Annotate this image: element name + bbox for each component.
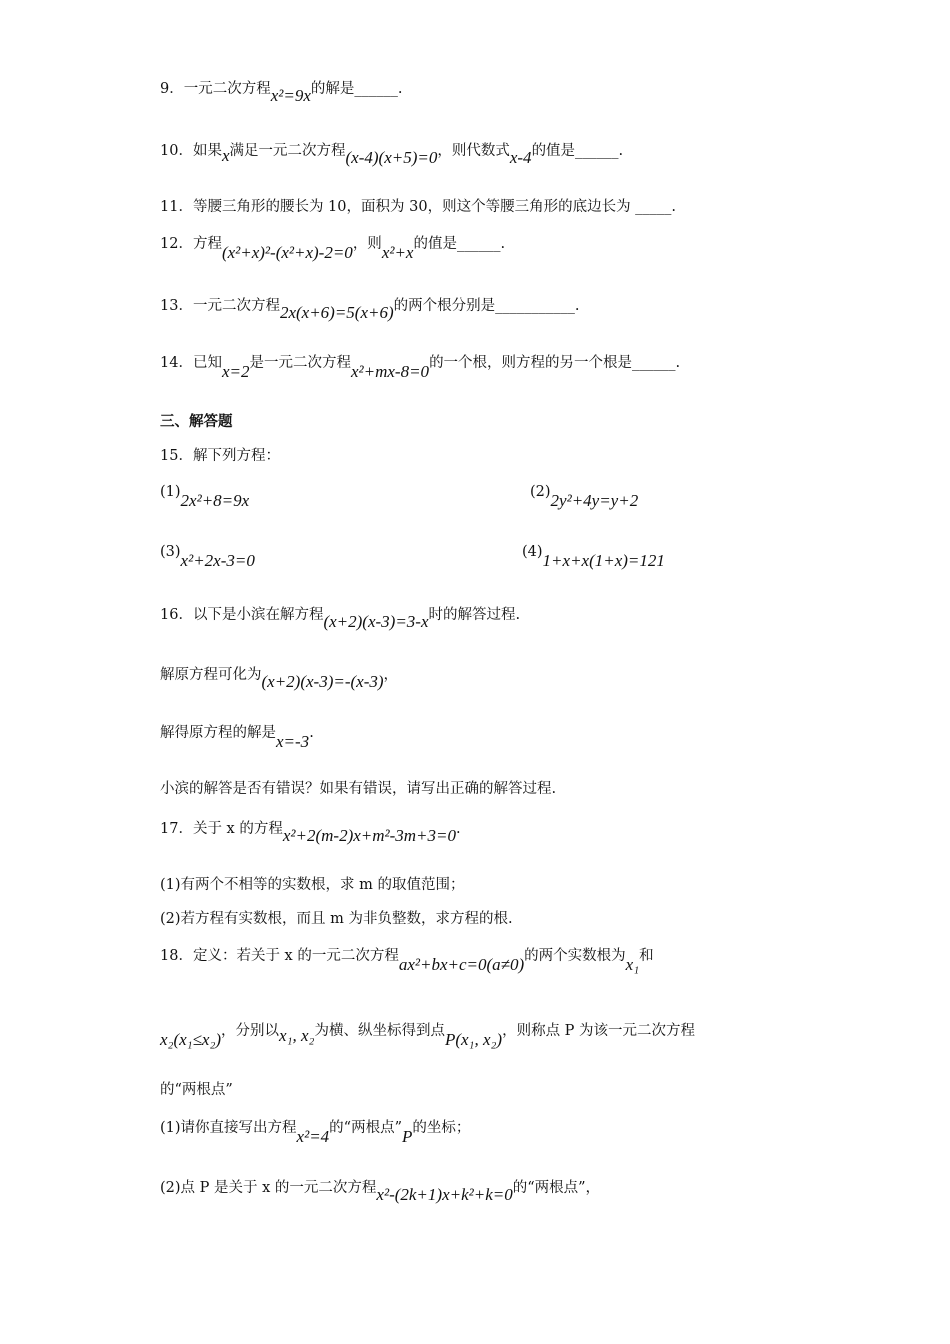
equation: x²=9x xyxy=(270,86,311,105)
question-9 xyxy=(160,78,403,105)
expression: x₁, x₂ xyxy=(279,1026,315,1045)
part-label: (3) xyxy=(160,544,181,560)
part-label: (4) xyxy=(522,544,543,560)
q15-part-2 xyxy=(530,484,639,510)
equation: x=2 xyxy=(221,362,250,381)
q18-part-1 xyxy=(160,1117,471,1146)
part-label: (1) xyxy=(160,484,181,500)
question-text: 和 xyxy=(639,948,654,964)
question-text: . xyxy=(456,821,461,837)
question-text: 的一个根，则方程的另一个根是______. xyxy=(429,355,681,371)
part-label: (2) xyxy=(530,484,551,500)
q16-step-1 xyxy=(160,664,399,691)
section-title: 三、解答题 xyxy=(160,413,233,430)
question-text: 的值是______. xyxy=(531,143,624,159)
question-text: ， xyxy=(383,667,399,683)
q15-part-3 xyxy=(160,544,255,570)
equation: 1+x+x(1+x)=121 xyxy=(542,551,665,570)
equation: x²-(2k+1)x+k²+k=0 xyxy=(376,1185,513,1204)
equation: x²+mx-8=0 xyxy=(350,362,430,381)
question-text: 的解是______. xyxy=(310,81,403,97)
q16-ask: 小滨的解答是否有错误？如果有错误，请写出正确的解答过程. xyxy=(160,781,557,797)
question-text: 11．等腰三角形的腰长为 10，面积为 30，则这个等腰三角形的底边长为 _____. xyxy=(160,199,677,215)
variable: P xyxy=(402,1127,413,1146)
question-text: 10．如果 xyxy=(160,143,222,159)
question-text: 的两个实数根为 xyxy=(524,948,626,964)
q18-line-3: 的“两根点” xyxy=(160,1082,233,1098)
question-text: 9．一元二次方程 xyxy=(160,81,271,97)
expression: x²+x xyxy=(381,243,414,262)
q16-step-2 xyxy=(160,722,314,751)
equation: x²+2x-3=0 xyxy=(180,551,255,570)
q17-part-2: (2)若方程有实数根，而且 m 为非负整数，求方程的根. xyxy=(160,911,513,927)
equation: ax²+bx+c=0(a≠0) xyxy=(398,955,525,974)
question-text: 18．定义：若关于 x 的一元二次方程 xyxy=(160,948,399,964)
equation: (x+2)(x-3)=-(x-3) xyxy=(261,672,384,691)
question-text: ，则称点 P 为该一元二次方程 xyxy=(502,1023,696,1039)
question-text: 满足一元二次方程 xyxy=(229,143,346,159)
variable: x₁ xyxy=(625,955,640,974)
equation: x²=4 xyxy=(296,1127,330,1146)
equation: (x-4)(x+5)=0 xyxy=(345,148,438,167)
question-10 xyxy=(160,140,624,167)
question-text: ，分别以 xyxy=(221,1023,280,1039)
q18-line-2 xyxy=(160,1020,696,1049)
question-13 xyxy=(160,295,580,322)
question-text: . xyxy=(309,725,314,741)
question-text: 12．方程 xyxy=(160,236,222,252)
question-text: 16．以下是小滨在解方程 xyxy=(160,607,324,623)
equation: (x+2)(x-3)=3-x xyxy=(323,612,429,631)
q15-part-4 xyxy=(522,544,665,570)
question-text: 的两个根分别是___________. xyxy=(393,298,580,314)
equation: (x²+x)²-(x²+x)-2=0 xyxy=(221,243,353,262)
question-text: 13．一元二次方程 xyxy=(160,298,280,314)
q15-part-1 xyxy=(160,484,250,510)
question-11 xyxy=(160,197,676,217)
question-text: 17．关于 x 的方程 xyxy=(160,821,283,837)
question-text: 的“两根点” xyxy=(329,1120,402,1136)
q17-part-1: (1)有两个不相等的实数根，求 m 的取值范围； xyxy=(160,877,465,893)
equation: x²+2(m-2)x+m²-3m+3=0 xyxy=(282,826,457,845)
expression: P(x₁, x₂) xyxy=(444,1030,503,1049)
question-text: ，则代数式 xyxy=(437,143,510,159)
question-text: 为横、纵坐标得到点 xyxy=(314,1023,445,1039)
question-text: 解得原方程的解是 xyxy=(160,725,276,741)
equation: 2y²+4y=y+2 xyxy=(550,491,639,510)
question-18-stem xyxy=(160,945,654,974)
equation: 2x(x+6)=5(x+6) xyxy=(279,303,394,322)
question-17-stem xyxy=(160,818,461,845)
question-text: 的“两根点”， xyxy=(512,1180,601,1196)
equation: x=-3 xyxy=(276,732,310,751)
question-15-stem: 15．解下列方程： xyxy=(160,448,280,464)
question-12 xyxy=(160,233,506,262)
question-text: 14．已知 xyxy=(160,355,222,371)
question-text: (2)点 P 是关于 x 的一元二次方程 xyxy=(160,1180,377,1196)
expression: x₂(x₁≤x₂) xyxy=(160,1030,222,1049)
q18-part-2 xyxy=(160,1177,601,1204)
expression: x-4 xyxy=(509,148,532,167)
variable: x xyxy=(221,146,230,165)
question-text: (1)请你直接写出方程 xyxy=(160,1120,297,1136)
question-text: 时的解答过程. xyxy=(428,607,521,623)
question-14 xyxy=(160,352,681,381)
equation: 2x²+8=9x xyxy=(180,491,250,510)
question-text: 是一元二次方程 xyxy=(249,355,351,371)
question-text: 的值是______. xyxy=(413,236,506,252)
question-text: 解原方程可化为 xyxy=(160,667,262,683)
question-text: 的坐标； xyxy=(412,1120,471,1136)
question-16-stem xyxy=(160,604,521,631)
question-text: ，则 xyxy=(352,236,382,252)
